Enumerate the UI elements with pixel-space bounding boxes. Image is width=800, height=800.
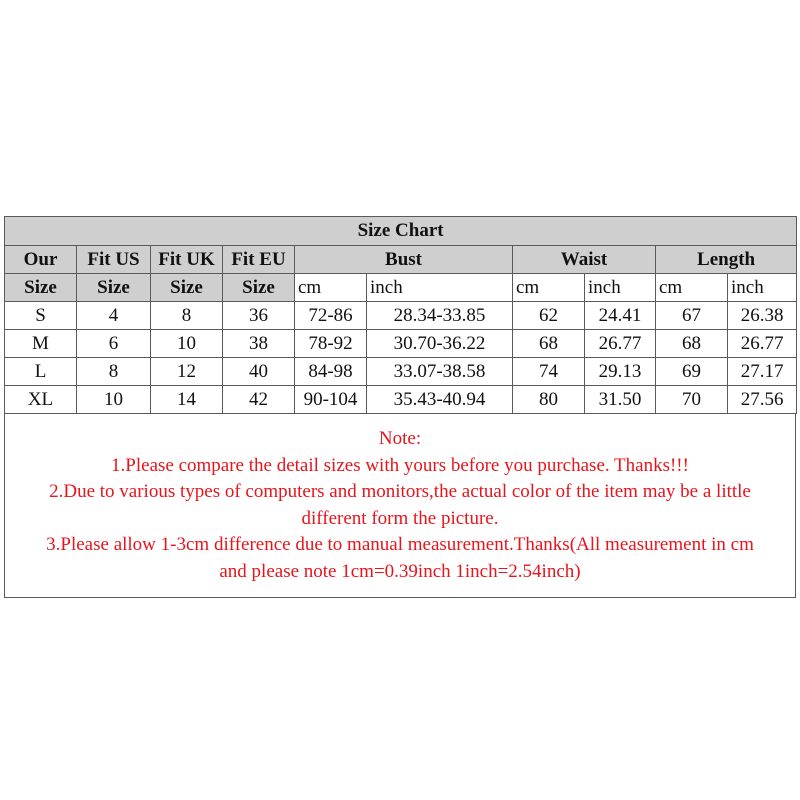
header-fit-eu-1: Fit EU bbox=[223, 246, 295, 274]
cell-length-cm: 69 bbox=[656, 358, 728, 386]
cell-us: 8 bbox=[77, 358, 151, 386]
cell-eu: 40 bbox=[223, 358, 295, 386]
header-length-inch: inch bbox=[728, 274, 797, 302]
cell-length-inch: 27.56 bbox=[728, 386, 797, 414]
header-fit-us-1: Fit US bbox=[77, 246, 151, 274]
table-row bbox=[5, 386, 797, 414]
cell-length-cm: 67 bbox=[656, 302, 728, 330]
cell-eu: 38 bbox=[223, 330, 295, 358]
header-length: Length bbox=[656, 246, 797, 274]
cell-waist-inch: 26.77 bbox=[585, 330, 656, 358]
note-line-3: different form the picture. bbox=[301, 507, 499, 529]
cell-length-inch: 26.77 bbox=[728, 330, 797, 358]
cell-size: L bbox=[5, 358, 77, 386]
header-bust: Bust bbox=[295, 246, 513, 274]
note-line-4: 3.Please allow 1-3cm difference due to manual measurement.Thanks(All measurement in cm bbox=[46, 534, 754, 555]
cell-bust-cm: 78-92 bbox=[295, 330, 367, 358]
cell-length-inch: 26.38 bbox=[728, 302, 797, 330]
cell-waist-inch: 31.50 bbox=[585, 386, 656, 414]
cell-waist-cm: 80 bbox=[513, 386, 585, 414]
cell-eu: 42 bbox=[223, 386, 295, 414]
cell-bust-inch: 30.70-36.22 bbox=[367, 330, 513, 358]
cell-waist-inch: 24.41 bbox=[585, 302, 656, 330]
cell-us: 10 bbox=[77, 386, 151, 414]
cell-waist-cm: 68 bbox=[513, 330, 585, 358]
table-title: Size Chart bbox=[5, 217, 797, 246]
cell-bust-cm: 84-98 bbox=[295, 358, 367, 386]
notes-section bbox=[4, 414, 796, 598]
header-fit-us-2: Size bbox=[77, 274, 151, 302]
cell-bust-inch: 35.43-40.94 bbox=[367, 386, 513, 414]
note-heading: Note: bbox=[378, 428, 422, 449]
size-table bbox=[4, 216, 797, 414]
cell-bust-inch: 33.07-38.58 bbox=[367, 358, 513, 386]
cell-length-inch: 27.17 bbox=[728, 358, 797, 386]
header-fit-eu-2: Size bbox=[223, 274, 295, 302]
cell-length-cm: 70 bbox=[656, 386, 728, 414]
header-bust-cm: cm bbox=[295, 274, 367, 302]
header-fit-uk-1: Fit UK bbox=[151, 246, 223, 274]
table-row bbox=[5, 358, 797, 386]
size-chart bbox=[4, 216, 796, 598]
note-line-2: 2.Due to various types of computers and monitors,the actual color of the item may be a little bbox=[49, 481, 751, 502]
header-length-cm: cm bbox=[656, 274, 728, 302]
note-line-5: and please note 1cm=0.39inch 1inch=2.54inch) bbox=[219, 560, 581, 582]
cell-us: 6 bbox=[77, 330, 151, 358]
cell-waist-cm: 62 bbox=[513, 302, 585, 330]
header-waist: Waist bbox=[513, 246, 656, 274]
header-fit-uk-2: Size bbox=[151, 274, 223, 302]
cell-bust-inch: 28.34-33.85 bbox=[367, 302, 513, 330]
cell-uk: 10 bbox=[151, 330, 223, 358]
cell-size: M bbox=[5, 330, 77, 358]
table-row bbox=[5, 330, 797, 358]
cell-size: S bbox=[5, 302, 77, 330]
cell-length-cm: 68 bbox=[656, 330, 728, 358]
cell-eu: 36 bbox=[223, 302, 295, 330]
header-waist-inch: inch bbox=[585, 274, 656, 302]
cell-uk: 12 bbox=[151, 358, 223, 386]
cell-uk: 14 bbox=[151, 386, 223, 414]
header-bust-inch: inch bbox=[367, 274, 513, 302]
cell-bust-cm: 72-86 bbox=[295, 302, 367, 330]
table-row bbox=[5, 302, 797, 330]
cell-waist-inch: 29.13 bbox=[585, 358, 656, 386]
header-our-size-1: Our bbox=[5, 246, 77, 274]
cell-uk: 8 bbox=[151, 302, 223, 330]
cell-us: 4 bbox=[77, 302, 151, 330]
cell-waist-cm: 74 bbox=[513, 358, 585, 386]
header-waist-cm: cm bbox=[513, 274, 585, 302]
header-our-size-2: Size bbox=[5, 274, 77, 302]
note-line-1: 1.Please compare the detail sizes with yours before you purchase. Thanks!!! bbox=[111, 454, 689, 476]
cell-bust-cm: 90-104 bbox=[295, 386, 367, 414]
cell-size: XL bbox=[5, 386, 77, 414]
